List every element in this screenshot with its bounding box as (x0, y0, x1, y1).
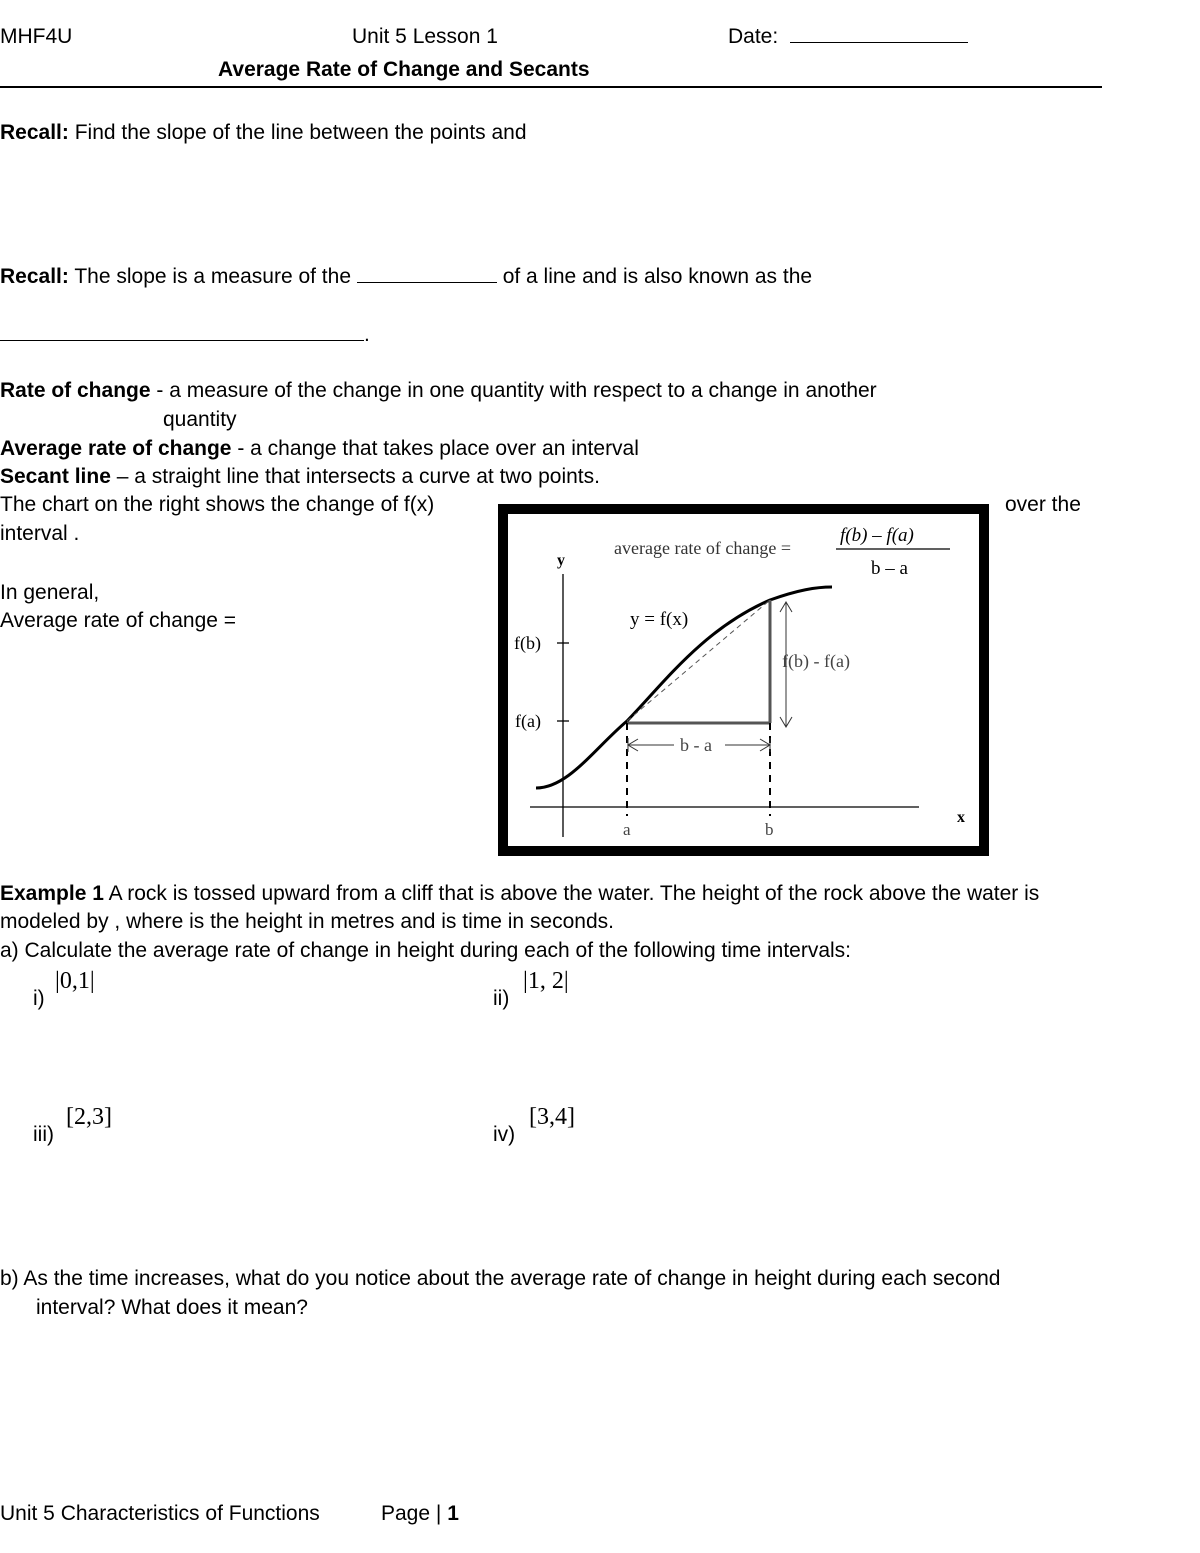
title-rule (0, 86, 1102, 88)
item-iv-number: iv) (493, 1123, 516, 1146)
rate-definition: - a measure of the change in one quantity with respect to a change in another (156, 379, 877, 402)
end-punct: . (364, 323, 370, 346)
secant-definition: – a straight line that intersects a curve at two points. (116, 465, 600, 488)
recall-blank-line (0, 322, 370, 348)
definition-rate (0, 378, 877, 404)
part-a: a) Calculate the average rate of change in height during each of the following time intervals: (0, 939, 852, 962)
recall-text-before: The slope is a measure of the (74, 265, 351, 288)
footer-unit: Unit 5 Characteristics of Functions (0, 1502, 320, 1525)
item-iii-interval: [2,3] (66, 1104, 112, 1130)
recall-label: Recall: (0, 121, 69, 144)
a-tick-label: a (623, 820, 631, 839)
secant-diagram (498, 504, 989, 856)
item-iv-interval: [3,4] (529, 1104, 575, 1130)
example1-line2: modeled by , where is the height in metres and is time in seconds. (0, 910, 614, 933)
example-label: Example 1 (0, 882, 104, 905)
formula-denominator: b – a (871, 558, 908, 579)
term-average-rate: Average rate of change (0, 437, 232, 460)
recall-text-after: of a line and is also known as the (502, 265, 813, 288)
b-tick-label: b (765, 820, 774, 839)
recall-measure (0, 264, 812, 290)
part-b-line2: interval? What does it mean? (36, 1296, 308, 1319)
date-label: Date: (728, 25, 779, 48)
average-definition: - a change that takes place over an interval (237, 437, 639, 460)
formula-text: average rate of change = (614, 538, 792, 558)
in-general: In general, (0, 581, 100, 604)
recall-text: Find the slope of the line between the points and (74, 121, 527, 144)
term-secant-line: Secant line (0, 465, 111, 488)
date-field (728, 24, 968, 50)
item-ii-interval: |1, 2| (523, 968, 569, 994)
definition-secant (0, 464, 600, 490)
course-code: MHF4U (0, 25, 73, 48)
definition-average (0, 436, 639, 462)
answer-blank (357, 264, 497, 283)
chart-interval: interval . (0, 522, 80, 545)
curve-label: y = f(x) (630, 609, 689, 630)
item-iii-number: iii) (33, 1123, 54, 1146)
fb-tick-label: f(b) (514, 633, 541, 653)
page-number: 1 (447, 1502, 459, 1525)
rise-label: f(b) - f(a) (782, 651, 850, 671)
interval-value: 0,1 (59, 968, 90, 994)
chart-description: The chart on the right shows the change of f(x) (0, 493, 435, 516)
item-i-interval: |0,1| (55, 968, 95, 994)
footer-page (381, 1501, 459, 1527)
example-text: A rock is tossed upward from a cliff that is above the water. The height of the rock above the water is (103, 882, 1040, 905)
interval-value: 2,3 (74, 1104, 104, 1130)
date-blank (790, 24, 968, 43)
answer-blank (0, 322, 364, 341)
fa-tick-label: f(a) (515, 711, 541, 731)
rate-definition-continued: quantity (163, 408, 237, 431)
part-b-line1: b) As the time increases, what do you notice about the average rate of change in height during each second (0, 1267, 1001, 1290)
chart-description-end: over the (1005, 493, 1081, 516)
item-ii-number: ii) (493, 987, 510, 1010)
term-rate-of-change: Rate of change (0, 379, 151, 402)
page-label: Page | (381, 1502, 442, 1525)
x-axis-label: x (957, 809, 965, 826)
example1-line1 (0, 881, 1039, 907)
diagram-frame (503, 509, 984, 851)
average-rate-formula-label: Average rate of change = (0, 609, 237, 632)
interval-value: 3,4 (537, 1104, 567, 1130)
run-label: b - a (680, 735, 712, 755)
lesson-label: Unit 5 Lesson 1 (352, 25, 498, 48)
interval-value: 1, 2 (527, 968, 564, 994)
item-i-number: i) (33, 987, 45, 1010)
recall-label: Recall: (0, 265, 69, 288)
y-axis-label: y (557, 552, 565, 569)
recall-slope (0, 120, 527, 146)
formula-numerator: f(b) – f(a) (840, 525, 914, 546)
page-title: Average Rate of Change and Secants (218, 58, 590, 81)
